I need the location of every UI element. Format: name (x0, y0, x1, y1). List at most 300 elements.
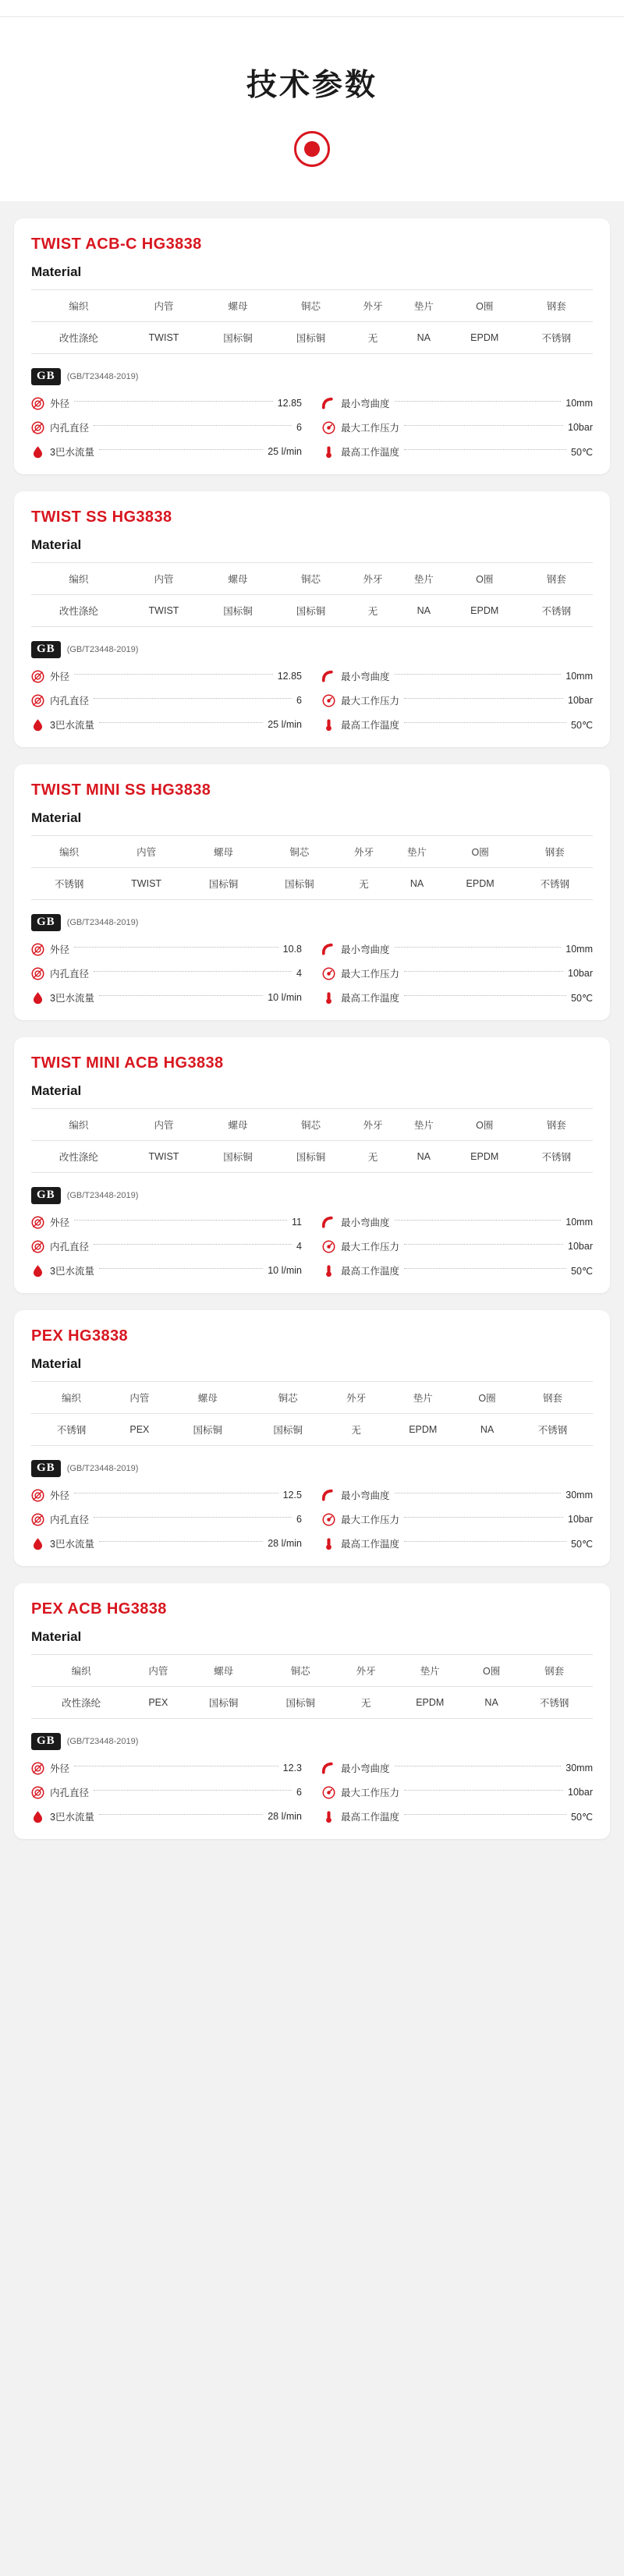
spec-dots (74, 947, 278, 948)
material-column-header: 钢套 (519, 1109, 593, 1141)
spec-dots (404, 1517, 563, 1518)
spec-dots (404, 425, 563, 426)
thermometer-icon (322, 1264, 335, 1277)
brand-logo-icon (294, 131, 330, 167)
water-drop-icon (31, 718, 44, 732)
material-cell: 不锈钢 (31, 868, 107, 900)
material-cell: TWIST (126, 1141, 202, 1173)
spec-value-outer: 12.85 (277, 671, 302, 682)
thermometer-icon (322, 1810, 335, 1823)
material-column-header: 垫片 (399, 563, 449, 595)
material-cell: 国标铜 (248, 1414, 328, 1446)
material-cell: 国标铜 (201, 1141, 275, 1173)
spec-dots (74, 1220, 287, 1221)
inner-diameter-icon (31, 967, 44, 980)
brand-logo-inner (304, 141, 320, 157)
spec-label-flow: 3巴水流量 (50, 1539, 94, 1550)
table-header-row (31, 290, 593, 322)
material-column-header: 编织 (31, 836, 107, 868)
spec-label-outer: 外径 (50, 1217, 70, 1228)
pressure-gauge-icon (322, 1513, 335, 1526)
material-heading: Material (31, 1083, 82, 1098)
spec-dots (99, 1541, 263, 1542)
spec-value-temp: 50℃ (571, 992, 593, 1004)
material-column-header: 外牙 (347, 290, 398, 322)
inner-diameter-icon (31, 694, 44, 707)
material-cell: TWIST (126, 595, 202, 627)
spec-dots (94, 425, 292, 426)
material-cell: 改性涤纶 (31, 1141, 126, 1173)
material-column-header: 垫片 (393, 1655, 467, 1687)
material-cell: 改性涤纶 (31, 1687, 131, 1719)
table-row (31, 595, 593, 627)
spec-temp (322, 1809, 593, 1823)
material-cell: 无 (347, 322, 398, 354)
material-cell: 国标铜 (201, 595, 275, 627)
spec-dots (395, 947, 562, 948)
product-card (14, 1037, 610, 1293)
spec-value-bend: 30mm (566, 1763, 593, 1773)
material-cell: 无 (347, 595, 398, 627)
spec-value-bend: 10mm (566, 671, 593, 682)
spec-value-outer: 12.3 (282, 1763, 302, 1773)
material-cell: EPDM (444, 868, 517, 900)
standard-row (31, 368, 593, 385)
spec-dots (404, 995, 566, 996)
spec-label-temp: 最高工作温度 (341, 993, 400, 1004)
material-column-header: 铜芯 (248, 1382, 328, 1414)
spec-grid (31, 669, 593, 732)
material-column-header: 垫片 (399, 1109, 449, 1141)
material-cell: 无 (328, 1414, 385, 1446)
spec-label-inner: 内孔直径 (50, 1515, 90, 1525)
pressure-gauge-icon (322, 1240, 335, 1253)
spec-value-bend: 30mm (566, 1490, 593, 1501)
material-cell: 不锈钢 (512, 1414, 593, 1446)
material-column-header: 钢套 (516, 1655, 593, 1687)
material-column-header: 螺母 (185, 1655, 262, 1687)
spec-value-temp: 50℃ (571, 719, 593, 731)
material-cell: 无 (338, 868, 391, 900)
material-cell: EPDM (449, 1141, 519, 1173)
outer-diameter-icon (31, 1216, 44, 1229)
outer-diameter-icon (31, 670, 44, 683)
spec-pressure (322, 693, 593, 707)
material-cell: EPDM (393, 1687, 467, 1719)
spec-label-temp: 最高工作温度 (341, 1266, 400, 1277)
pressure-gauge-icon (322, 694, 335, 707)
material-cell: 国标铜 (275, 595, 348, 627)
material-cell: 国标铜 (168, 1414, 248, 1446)
spec-value-pressure: 10bar (568, 968, 593, 979)
product-card (14, 1583, 610, 1839)
spec-dots (395, 401, 562, 402)
material-heading: Material (31, 264, 82, 279)
material-table-body (31, 595, 593, 627)
material-cell: 无 (347, 1141, 398, 1173)
spec-label-inner: 内孔直径 (50, 969, 90, 980)
material-table (31, 289, 593, 354)
standard-row (31, 1460, 593, 1477)
material-column-header: 垫片 (399, 290, 449, 322)
outer-diameter-icon (31, 1489, 44, 1502)
material-cell: 不锈钢 (519, 1141, 593, 1173)
spec-dots (99, 995, 263, 996)
table-row (31, 322, 593, 354)
material-table-body (31, 1414, 593, 1446)
material-column-header: 编织 (31, 563, 126, 595)
spec-flow (31, 1263, 302, 1277)
gb-standard-code: (GB/T23448-2019) (66, 918, 139, 927)
spec-value-flow: 10 l/min (268, 992, 302, 1003)
material-cell: 不锈钢 (519, 322, 593, 354)
spec-label-inner: 内孔直径 (50, 423, 90, 434)
table-row (31, 1141, 593, 1173)
spec-value-inner: 6 (296, 695, 302, 706)
spec-bend (322, 396, 593, 410)
spec-label-outer: 外径 (50, 671, 70, 682)
table-row (31, 1414, 593, 1446)
spec-bend (322, 669, 593, 683)
table-header-row (31, 1655, 593, 1687)
bend-radius-icon (322, 670, 335, 683)
spec-label-bend: 最小弯曲度 (341, 944, 390, 955)
spec-value-flow: 28 l/min (268, 1538, 302, 1549)
bend-radius-icon (322, 1216, 335, 1229)
spec-dots (404, 1790, 563, 1791)
material-column-header: 垫片 (391, 836, 444, 868)
material-table (31, 562, 593, 627)
material-column-header: 内管 (126, 1109, 202, 1141)
spec-label-inner: 内孔直径 (50, 1242, 90, 1253)
material-cell: 无 (339, 1687, 393, 1719)
top-strip (0, 0, 624, 17)
material-cell: NA (399, 322, 449, 354)
bend-radius-icon (322, 1489, 335, 1502)
bend-radius-icon (322, 397, 335, 410)
material-cell: 不锈钢 (516, 1687, 593, 1719)
spec-label-bend: 最小弯曲度 (341, 399, 390, 409)
material-column-header: 铜芯 (275, 563, 348, 595)
material-cell: EPDM (449, 322, 519, 354)
spec-value-pressure: 10bar (568, 1241, 593, 1252)
spec-inner (31, 966, 302, 980)
material-cell: PEX (112, 1414, 168, 1446)
material-heading: Material (31, 1629, 82, 1644)
spec-dots (94, 1517, 292, 1518)
spec-dots (395, 1220, 562, 1221)
gb-badge: GB (31, 1460, 61, 1477)
spec-bend (322, 1488, 593, 1502)
spec-value-pressure: 10bar (568, 1514, 593, 1525)
spec-value-bend: 10mm (566, 1217, 593, 1228)
material-column-header: 螺母 (201, 563, 275, 595)
material-table-head (31, 836, 593, 868)
material-cell: 国标铜 (275, 1141, 348, 1173)
spec-temp (322, 718, 593, 732)
spec-bend (322, 942, 593, 956)
material-column-header: 编织 (31, 1109, 126, 1141)
spec-outer (31, 1215, 302, 1229)
product-title: TWIST SS HG3838 (31, 508, 172, 526)
gb-badge: GB (31, 1733, 61, 1750)
material-cell: EPDM (449, 595, 519, 627)
spec-value-outer: 10.8 (282, 944, 302, 955)
spec-dots (99, 449, 263, 450)
material-column-header: 外牙 (328, 1382, 385, 1414)
spec-value-outer: 12.85 (277, 398, 302, 409)
spec-outer (31, 1761, 302, 1775)
gb-badge: GB (31, 914, 61, 931)
spec-label-flow: 3巴水流量 (50, 993, 94, 1004)
material-column-header: 内管 (126, 563, 202, 595)
spec-value-flow: 25 l/min (268, 446, 302, 457)
material-column-header: 内管 (126, 290, 202, 322)
spec-dots (74, 1493, 278, 1494)
material-column-header: 编织 (31, 1382, 112, 1414)
spec-bend (322, 1761, 593, 1775)
material-cell: NA (391, 868, 444, 900)
spec-dots (74, 674, 273, 675)
spec-label-outer: 外径 (50, 1490, 70, 1501)
spec-value-flow: 10 l/min (268, 1265, 302, 1276)
spec-value-inner: 6 (296, 422, 302, 433)
spec-label-pressure: 最大工作压力 (341, 696, 400, 707)
spec-flow (31, 1536, 302, 1550)
gb-standard-code: (GB/T23448-2019) (66, 1737, 139, 1746)
spec-pressure (322, 1239, 593, 1253)
standard-row (31, 1187, 593, 1204)
material-column-header: 外牙 (339, 1655, 393, 1687)
gb-standard-code: (GB/T23448-2019) (66, 1464, 139, 1473)
spec-label-inner: 内孔直径 (50, 1788, 90, 1798)
page-title: 技术参数 (246, 69, 378, 102)
spec-label-pressure: 最大工作压力 (341, 969, 400, 980)
material-cell: NA (467, 1687, 516, 1719)
spec-label-flow: 3巴水流量 (50, 1812, 94, 1823)
material-heading: Material (31, 537, 82, 552)
material-column-header: O圈 (444, 836, 517, 868)
spec-dots (94, 1790, 292, 1791)
spec-temp (322, 445, 593, 459)
product-title: PEX ACB HG3838 (31, 1600, 167, 1618)
pressure-gauge-icon (322, 421, 335, 434)
spec-label-temp: 最高工作温度 (341, 1812, 400, 1823)
spec-value-outer: 11 (292, 1217, 302, 1228)
water-drop-icon (31, 1264, 44, 1277)
material-column-header: 螺母 (201, 290, 275, 322)
spec-bend (322, 1215, 593, 1229)
material-table (31, 1381, 593, 1446)
spec-value-temp: 50℃ (571, 1265, 593, 1277)
spec-dots (404, 722, 566, 723)
material-cell: 不锈钢 (519, 595, 593, 627)
spec-outer (31, 669, 302, 683)
product-card (14, 764, 610, 1020)
material-column-header: 外牙 (347, 1109, 398, 1141)
material-column-header: 内管 (107, 836, 186, 868)
spec-grid (31, 942, 593, 1005)
spec-value-pressure: 10bar (568, 422, 593, 433)
material-cell: NA (399, 595, 449, 627)
spec-value-bend: 10mm (566, 944, 593, 955)
spec-value-pressure: 10bar (568, 1787, 593, 1798)
material-cell: 改性涤纶 (31, 595, 126, 627)
material-cell: NA (462, 1414, 512, 1446)
thermometer-icon (322, 991, 335, 1005)
spec-flow (31, 1809, 302, 1823)
material-table (31, 835, 593, 900)
material-cell: 国标铜 (186, 868, 261, 900)
spec-temp (322, 1263, 593, 1277)
spec-flow (31, 718, 302, 732)
spec-temp (322, 990, 593, 1005)
material-heading: Material (31, 1356, 82, 1371)
spec-outer (31, 942, 302, 956)
bend-radius-icon (322, 1762, 335, 1775)
spec-temp (322, 1536, 593, 1550)
spec-dots (404, 449, 566, 450)
spec-label-inner: 内孔直径 (50, 696, 90, 707)
spec-label-temp: 最高工作温度 (341, 1539, 400, 1550)
spec-dots (404, 1814, 566, 1815)
material-column-header: 外牙 (347, 563, 398, 595)
spec-pressure (322, 420, 593, 434)
water-drop-icon (31, 1537, 44, 1550)
spec-label-bend: 最小弯曲度 (341, 1763, 390, 1774)
material-cell: TWIST (107, 868, 186, 900)
spec-grid (31, 396, 593, 459)
spec-label-outer: 外径 (50, 1763, 70, 1774)
material-table (31, 1108, 593, 1173)
material-column-header: O圈 (462, 1382, 512, 1414)
product-card-list (0, 201, 624, 1839)
spec-dots (99, 722, 263, 723)
material-column-header: 铜芯 (275, 1109, 348, 1141)
spec-grid (31, 1215, 593, 1277)
spec-value-flow: 25 l/min (268, 719, 302, 730)
spec-inner (31, 420, 302, 434)
material-table-head (31, 1655, 593, 1687)
spec-label-temp: 最高工作温度 (341, 720, 400, 731)
spec-dots (74, 401, 273, 402)
material-cell: 国标铜 (262, 1687, 339, 1719)
spec-label-pressure: 最大工作压力 (341, 1788, 400, 1798)
bend-radius-icon (322, 943, 335, 956)
material-table-body (31, 1141, 593, 1173)
material-column-header: 编织 (31, 1655, 131, 1687)
spec-grid (31, 1488, 593, 1550)
material-table-head (31, 1382, 593, 1414)
spec-label-bend: 最小弯曲度 (341, 1217, 390, 1228)
material-column-header: 钢套 (519, 563, 593, 595)
spec-label-bend: 最小弯曲度 (341, 1490, 390, 1501)
material-cell: 国标铜 (261, 868, 337, 900)
pressure-gauge-icon (322, 967, 335, 980)
spec-inner (31, 693, 302, 707)
spec-dots (404, 1541, 566, 1542)
material-cell: PEX (131, 1687, 185, 1719)
material-cell: NA (399, 1141, 449, 1173)
spec-value-inner: 6 (296, 1787, 302, 1798)
spec-dots (99, 1814, 263, 1815)
product-title: PEX HG3838 (31, 1327, 129, 1345)
material-column-header: 垫片 (385, 1382, 462, 1414)
material-column-header: 内管 (112, 1382, 168, 1414)
material-cell: 国标铜 (275, 322, 348, 354)
water-drop-icon (31, 445, 44, 459)
gb-badge: GB (31, 368, 61, 385)
material-heading: Material (31, 810, 82, 825)
spec-label-flow: 3巴水流量 (50, 447, 94, 458)
spec-label-pressure: 最大工作压力 (341, 1515, 400, 1525)
material-column-header: O圈 (449, 1109, 519, 1141)
spec-dots (404, 1244, 563, 1245)
material-cell: 不锈钢 (517, 868, 593, 900)
material-column-header: O圈 (449, 563, 519, 595)
material-cell: 国标铜 (201, 322, 275, 354)
material-table-body (31, 868, 593, 900)
spec-label-temp: 最高工作温度 (341, 447, 400, 458)
spec-value-temp: 50℃ (571, 1538, 593, 1550)
spec-label-bend: 最小弯曲度 (341, 671, 390, 682)
material-table-body (31, 1687, 593, 1719)
inner-diameter-icon (31, 1513, 44, 1526)
product-title: TWIST ACB-C HG3838 (31, 236, 202, 253)
spec-pressure (322, 1512, 593, 1526)
spec-value-inner: 4 (296, 1241, 302, 1252)
page-header (0, 17, 624, 201)
gb-standard-code: (GB/T23448-2019) (66, 372, 139, 381)
material-cell: 改性涤纶 (31, 322, 126, 354)
standard-row (31, 641, 593, 658)
spec-value-outer: 12.5 (282, 1490, 302, 1501)
spec-pressure (322, 1785, 593, 1799)
material-column-header: O圈 (449, 290, 519, 322)
material-column-header: 铜芯 (261, 836, 337, 868)
material-table-head (31, 563, 593, 595)
inner-diameter-icon (31, 421, 44, 434)
thermometer-icon (322, 1537, 335, 1550)
material-column-header: 钢套 (512, 1382, 593, 1414)
material-table (31, 1654, 593, 1719)
spec-outer (31, 396, 302, 410)
material-cell: EPDM (385, 1414, 462, 1446)
thermometer-icon (322, 718, 335, 732)
spec-value-temp: 50℃ (571, 446, 593, 458)
spec-inner (31, 1785, 302, 1799)
spec-dots (395, 1493, 562, 1494)
spec-label-pressure: 最大工作压力 (341, 423, 400, 434)
spec-dots (99, 1268, 263, 1269)
outer-diameter-icon (31, 1762, 44, 1775)
spec-label-flow: 3巴水流量 (50, 1266, 94, 1277)
outer-diameter-icon (31, 943, 44, 956)
spec-value-bend: 10mm (566, 398, 593, 409)
spec-inner (31, 1239, 302, 1253)
table-header-row (31, 1382, 593, 1414)
material-column-header: 螺母 (168, 1382, 248, 1414)
product-card (14, 491, 610, 747)
product-card (14, 1310, 610, 1566)
spec-grid (31, 1761, 593, 1823)
material-cell: 国标铜 (185, 1687, 262, 1719)
spec-outer (31, 1488, 302, 1502)
spec-value-inner: 4 (296, 968, 302, 979)
material-column-header: 铜芯 (275, 290, 348, 322)
gb-standard-code: (GB/T23448-2019) (66, 645, 139, 654)
material-column-header: 铜芯 (262, 1655, 339, 1687)
